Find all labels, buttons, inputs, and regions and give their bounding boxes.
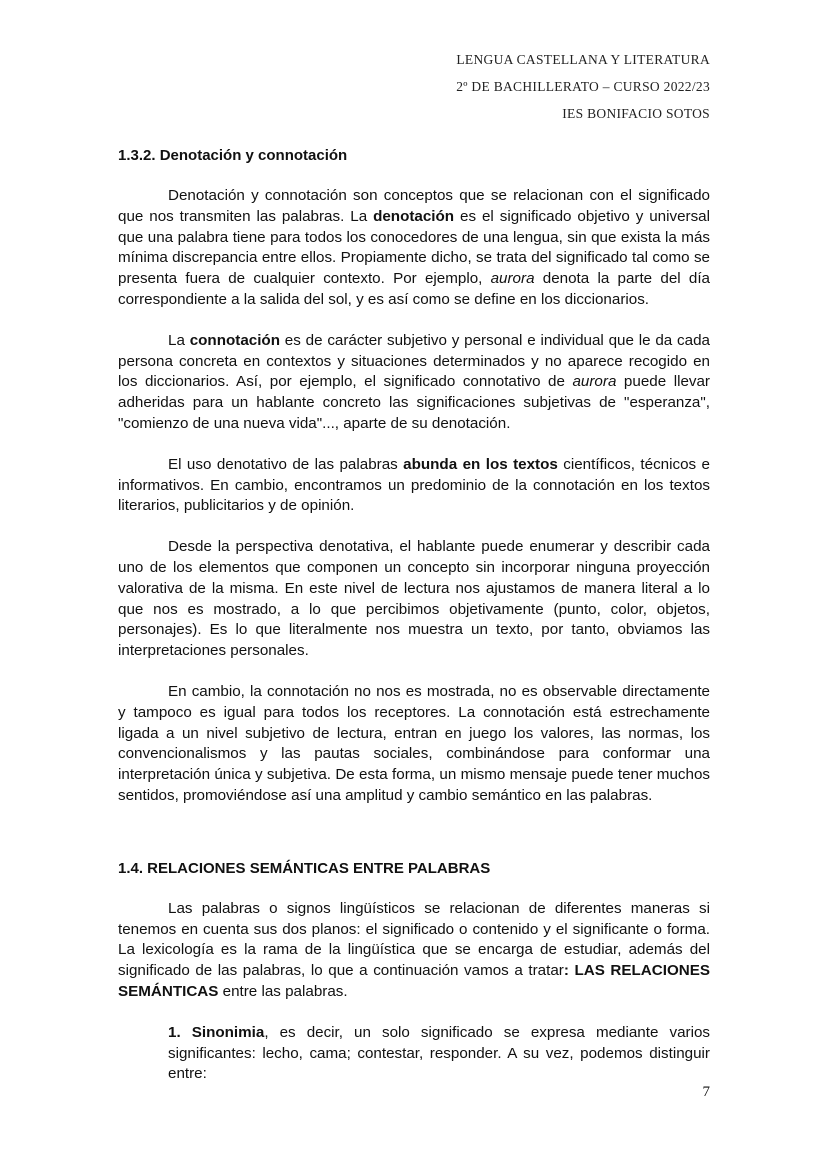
italic-term: aurora <box>572 373 617 391</box>
bold-term: denotación <box>373 207 455 225</box>
text-run: El uso denotativo de las palabras <box>168 455 404 473</box>
text-run: denota la parte del día correspondiente a la salida del sol, y es así como se define en los diccionarios. <box>118 270 710 308</box>
header-subject: LENGUA CASTELLANA Y LITERATURA <box>456 52 710 67</box>
header-school: IES BONIFACIO SOTOS <box>562 106 710 121</box>
text-run: científicos, técnicos e informativos. En cambio, encontramos un predominio de la connotación en los textos literarios, publicitarios y de opinión. <box>118 455 710 515</box>
paragraph: En cambio, la connotación no nos es mostrada, no es observable directamente y tampoco es igual para todos los receptores. La connotación está estrechamente ligada a un nivel subjetivo de lectura, entran en juego los valores, las normas, los convencionalismos y las pautas sociales, combinándose para conformar una interpretación única y subjetiva. De esta forma, un mismo mensaje puede tener muchos sentidos, promoviéndose así una amplitud y cambio semántico en las palabras. <box>118 682 710 804</box>
text-run: Las palabras o signos lingüísticos se relacionan de diferentes maneras si tenemos en cuenta sus dos planos: el significado o contenido y el significante o forma. La lexicología es la rama de la lingüística que se encarga de estudiar, además del significado de las palabras, lo que a continuación vamos a tratar <box>118 899 710 980</box>
section-heading-semantic-relations: 1.4. RELACIONES SEMÁNTICAS ENTRE PALABRAS <box>118 859 491 877</box>
text-run: Denotación y connotación son conceptos que se relacionan con el significado que nos transmiten las palabras. La <box>118 187 710 225</box>
paragraph <box>118 455 710 517</box>
italic-term: aurora <box>490 270 535 288</box>
text-run: puede llevar adheridas para un hablante concreto las significaciones subjetivas de "esperanza", "comienzo de una nueva vida"..., aparte de su denotación. <box>118 373 710 432</box>
text-run: La <box>168 331 190 349</box>
page-header <box>456 46 710 127</box>
paragraph: Desde la perspectiva denotativa, el hablante puede enumerar y describir cada uno de los elementos que componen un concepto sin incorporar ninguna proyección valorativa de la misma. En este nivel de lectura nos ajustamos de manera literal a lo que nos es mostrado, a lo que percibimos objetivamente (punto, color, objetos, personajes). Es lo que literalmente nos muestra un texto, por tanto, obviamos las interpretaciones personales. <box>118 538 710 660</box>
text-run: es de carácter subjetivo y personal e individual que le da cada persona concreta en contextos y situaciones determinados y no aparece recogido en los diccionarios. Así, por ejemplo, el significado connotativo de <box>118 331 710 391</box>
paragraph <box>118 899 710 1003</box>
header-course: 2º DE BACHILLERATO – CURSO 2022/23 <box>456 79 710 94</box>
bold-term: 1. Sinonimia <box>168 1023 265 1041</box>
bold-term: abunda en los textos <box>403 455 558 473</box>
document-body <box>118 146 710 1085</box>
paragraph <box>118 331 710 435</box>
paragraph <box>118 186 710 311</box>
bold-term: : LAS RELACIONES SEMÁNTICAS <box>118 962 710 1000</box>
section-heading-denotation: 1.3.2. Denotación y connotación <box>118 147 348 164</box>
text-run: es el significado objetivo y universal que una palabra tiene para todos los conocedores de una lengua, sin que exista la más mínima discrepancia entre ellos. Propiamente dicho, se trata del significado tal como se presenta fuera de cualquier contexto. Por ejemplo, <box>118 207 710 288</box>
text-run: , es decir, un solo significado se expresa mediante varios significantes: lecho, cama; contestar, responder. A su vez, podemos distinguir entre: <box>168 1023 710 1083</box>
text-run: entre las palabras. <box>218 982 348 1000</box>
bold-term: connotación <box>189 331 280 349</box>
page-number: 7 <box>702 1084 710 1100</box>
list-item-synonymy <box>168 1023 710 1085</box>
